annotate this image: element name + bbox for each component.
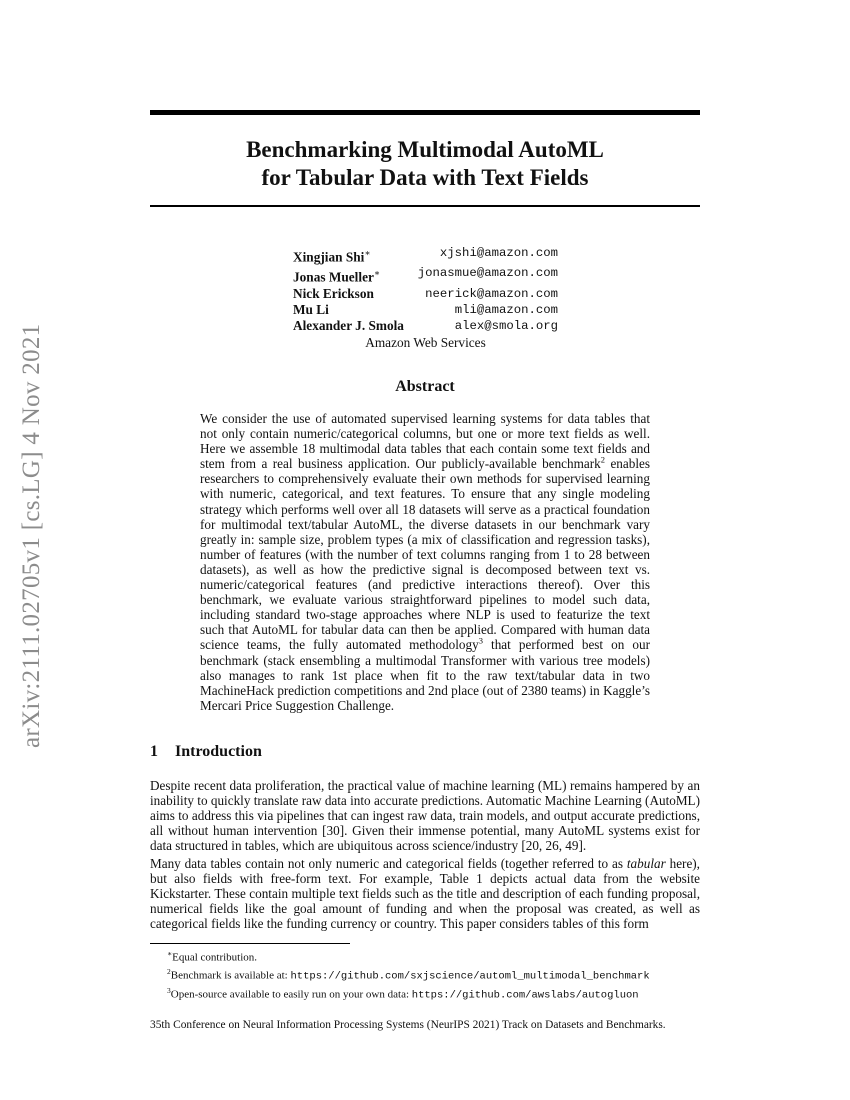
author-row	[293, 318, 558, 334]
footnote-text: Open-source available to easily run on your own data:	[170, 988, 412, 1001]
author-email[interactable]: neerick@amazon.com	[425, 286, 558, 301]
abstract-heading: Abstract	[395, 378, 455, 395]
author-email[interactable]: jonasmue@amazon.com	[417, 266, 558, 281]
paragraph-text: Many data tables contain not only numeric and categorical fields (together referred to as	[150, 856, 627, 871]
footnote-mark: ∗	[167, 949, 173, 958]
footnote	[150, 965, 710, 984]
footnote-ref[interactable]: 2	[600, 454, 605, 465]
author-row	[293, 245, 558, 265]
footnote-mark: 3	[167, 986, 171, 996]
affiliation: Amazon Web Services	[365, 334, 486, 350]
emphasis-text: tabular	[626, 856, 666, 871]
author-name: Mu Li	[293, 301, 329, 317]
footnote-text: Benchmark is available at:	[170, 969, 291, 982]
author-email[interactable]: xjshi@amazon.com	[439, 246, 558, 260]
author-email[interactable]: mli@amazon.com	[454, 302, 558, 317]
author-mark: ∗	[373, 268, 381, 279]
footnote	[150, 947, 710, 965]
author-name: Alexander J. Smola	[293, 317, 404, 333]
intro-paragraph-1: Despite recent data proliferation, the practical value of machine learning (ML) remains hampered by an inability to quickly translate raw data into accurate predictions. Automatic Machine Learning (AutoML) aims to address this via pipelines that can ingest raw data, train models, and output accurate predictions, all without human intervention [30]. Given their immense potential, many AutoML systems exist for data structured in tables, which are ubiquitous across science/industry [20, 26, 49].	[150, 778, 700, 854]
author-name: Nick Erickson	[293, 285, 374, 301]
paragraph-text: here), but also fields with free-form text. For example, Table 1 depicts actual data from the website Kickstarter. These contain multiple text fields such as the title and description of each funding proposal, numerical fields like the goal amount of funding and when the proposal was created, as well as categorical fields like the funding currency or country. This paper considers tables of this form	[150, 856, 700, 932]
title-line-1: Benchmarking Multimodal AutoML	[246, 137, 604, 162]
author-name: Jonas Mueller	[293, 269, 374, 285]
footnote	[150, 984, 710, 1003]
footnote-ref[interactable]: 3	[478, 636, 483, 647]
intro-paragraph-2	[150, 856, 700, 931]
title-top-rule	[150, 110, 700, 115]
autogluon-url-link[interactable]: https://github.com/awslabs/autogluon	[411, 989, 639, 1002]
section-title: Introduction	[175, 743, 262, 760]
title-bottom-rule	[150, 205, 700, 207]
footnote-mark: 2	[167, 967, 171, 977]
section-heading-introduction	[150, 743, 700, 761]
author-row	[293, 265, 558, 285]
author-mark: ∗	[364, 248, 371, 258]
abstract-body	[200, 411, 650, 713]
paper-title	[150, 136, 700, 192]
abstract-text: that performed best on our benchmark (stack ensembling a multimodal Transformer with various tree models) also manages to rank 1st place when fit to the raw text/tabular data in two MachineHack prediction competitions and 2nd place (out of 2380 teams) in Kaggle’s Mercari Price Suggestion Challenge.	[200, 637, 650, 713]
abstract-text: We consider the use of automated supervised learning systems for data tables that not only contain numeric/categorical columns, but one or more text fields as well. Here we assemble 18 multimodal data tables that each contain some text fields and stem from a real business application. Our publicly-available benchmark	[200, 411, 650, 472]
arxiv-identifier: arXiv:2111.02705v1 [cs.LG] 4 Nov 2021	[18, 323, 45, 749]
conference-note: 35th Conference on Neural Information Processing Systems (NeurIPS 2021) Track on Datasets and Benchmarks.	[150, 1019, 666, 1031]
footnote-rule	[150, 943, 350, 944]
section-number: 1	[150, 743, 158, 760]
title-line-2: for Tabular Data with Text Fields	[261, 165, 589, 190]
author-email[interactable]: alex@smola.org	[454, 318, 558, 333]
footnotes	[150, 947, 710, 1003]
benchmark-url-link[interactable]: https://github.com/sxjscience/automl_multimodal_benchmark	[290, 970, 650, 983]
abstract-text: enables researchers to comprehensively evaluate their own methods for supervised learning with numeric, categorical, and text features. To ensure that any single modeling strategy which performs well over all 18 datasets will serve as a practical foundation for multimodal text/tabular AutoML, the diverse datasets in our benchmark vary greatly in: sample size, problem types (a mix of classification and regression tasks), number of features (with the number of text columns ranging from 1 to 28 between datasets), as well as how the predictive signal is decomposed between text vs. numeric/categorical features (and predictive interactions thereof). Over this benchmark, we evaluate various straightforward pipelines to model such data, including standard two-stage approaches where NLP is used to featurize the text such that AutoML for tabular data can then be applied. Compared with human data science teams, the fully automated methodology	[200, 456, 650, 653]
author-row	[293, 302, 558, 318]
author-name: Xingjian Shi	[293, 249, 365, 265]
author-row	[293, 286, 558, 302]
footnote-text: Equal contribution.	[172, 951, 258, 964]
author-block	[293, 245, 558, 351]
